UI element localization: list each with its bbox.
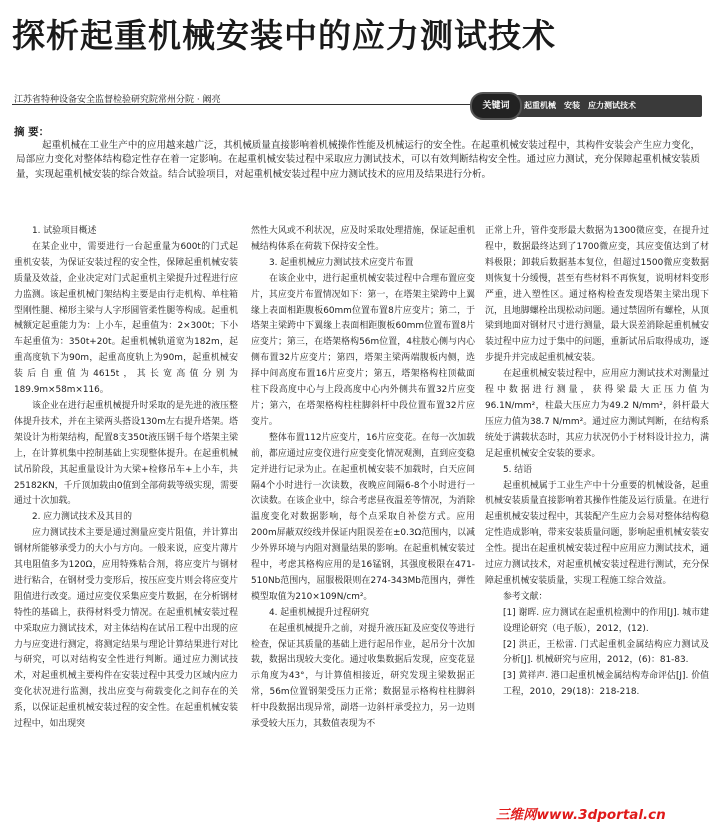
abstract-text: 起重机械在工业生产中的应用越来越广泛，其机械质量直接影响着机械操作性能及机械运行的安全性。在起重机械安装过程中，其构件安装会产生应力变化，局部应力变化对整体结构稳定性存在着一定影响。在起重机械安装过程中采取应力测试技术，可以有效判断结构安全性。通过应力测试，充分保障起重机械安装质量，实现起重机械安装的综合效益。结合试验项目，对起重机械安装过程中应力测试技术的应用及结果进行分析。 [16, 140, 700, 180]
keywords-text: 起重机械 安装 应力测试技术 [524, 101, 636, 110]
paragraph: 然性大风或不利状况，应及时采取处理措施，保证起重机械结构体系在荷载下保持安全性。 [251, 226, 475, 252]
section-heading-3: 3. 起重机械应力测试技术应变片布置 [269, 257, 414, 268]
body-column-3 [485, 224, 709, 820]
header-rule [12, 104, 475, 105]
article-title: 探析起重机械安装中的应力测试技术 [12, 16, 556, 55]
paragraph: 应力测试技术主要是通过测量应变片阻值，并计算出钢材所能够承受力的大小与方向。一般来说，应变片薄片其电阻值多为120Ω，应用特殊粘合剂，将应变片与钢材进行粘合，在钢材受力变形后，按压应变片则会将应变片阻值进行改变。通过应变仪采集应变片数据，在分析钢材特性的基础上，获得材料受力情况。在起重机械安装过程中采取应力测试技术，对主体结构在试吊工程中出现的应力与应变进行测定，将测定结果与理论计算结果进行对比与研究，可以对结构安全性进行判断。通过应力测试技术，对起重机械主要构件在安装过程中其受力区域内应力变化状况进行监测，找出应变与荷载变化之间存在的关系，以保证起重机械安装过程的安全性。在起重机械安装过程中，如出现突 [14, 528, 238, 730]
site-watermark: 三维网www.3dportal.cn [496, 807, 666, 823]
section-heading-2: 2. 应力测试技术及其目的 [32, 512, 133, 523]
abstract-label: 摘 要： [14, 126, 50, 138]
paragraph: 在该企业中，进行起重机械安装过程中合理布置应变片，其应变片布置情况如下：第一，在塔架主梁跨中上翼缘上表面相距腹板60mm位置布置8片应变片；第二，于塔架主梁跨中下翼缘上表面相距腹板60mm位置布置8片应变片；第三，在塔架格构56m位置，4柱肢心侧与内心侧布置32片应变片；第四，塔架主梁两端腹板内侧，选择中间高度布置16片应变片；第五，塔架格构柱顶截面柱下段高度中心与上段高度中心内外侧共布置32片应变片；第六，在塔架格构柱柱脚斜杆中段位置布置32片应变片。 [251, 273, 475, 427]
section-heading-1: 1. 试验项目概述 [32, 226, 97, 236]
reference-item: [3] 黄祥声. 港口起重机械金属结构寿命评估[J]. 价值工程，2010，29(18)：218-218. [503, 671, 709, 698]
keywords-badge: 关键词 [470, 92, 522, 120]
paragraph: 正常上升，管件变形最大数据为1300微应变，在提升过程中，数据最终达到了1700微应变，其应变值达到了材料极限；卸载后数据基本复位，但超过1500微应变数据则恢复十分缓慢，甚至有些材料不再恢复，说明材料变形严重，进入塑性区。通过格构检查发现塔架主梁出现下沉，且地脚螺栓出现松动问题。通过禁固所有螺栓，从顶梁到地面对钢材尺寸进行测量，最大误差消除起重机械安装过程中应力过于集中的问题，重新试吊后取得成功，逐步提升并完成起重机械安装。 [485, 226, 709, 364]
paragraph: 该企业在进行起重机械提升时采取的是先进的液压整体提升技术，并在主梁两头搭设130m左右提升塔架。塔架设计为桁架结构，配置8支350t液压钢千每个塔架主梁上，在计算机集中控制基础上实现整体提升。在起重机械试吊阶段，其起重量设计为大梁+检修吊车+上小车，共25182KN，千斤顶加载由0值到全部荷载等级实现，需要通过十次加载。 [14, 400, 238, 507]
section-heading-4: 4. 起重机械提升过程研究 [269, 607, 370, 618]
author-affiliation: 江苏省特种设备安全监督检验研究院常州分院 · 阚亮 [14, 95, 221, 105]
paragraph: 在起重机械安装过程中，应用应力测试技术对测量过程中数据进行测量，获得梁最大正压力值为96.1N/mm²，柱最大压应力为49.2 N/mm²，斜杆最大压应力值为38.7 N/mm²。通过应力测试判断，在结构系统处于满载状态时，其应力状况仍小于材料设计拉力，满足起重机械安全安装的要求。 [485, 369, 709, 459]
reference-item: [2] 洪正，王松雷. 门式起重机金属结构应力测试及分析[J]. 机械研究与应用，2012，(6)：81-83. [503, 639, 709, 666]
paragraph: 在起重机械提升之前，对提升液压缸及应变仪等进行检查，保证其质量的基础上进行起吊作业，起吊分十次加载，数据出现较大变化。通过收集数据后发现，应变花显示角度为43°，与计算值相接近，研究发现主梁数据正常，56m位置钢架受压力正常；数据显示格构柱柱脚斜杆中段数据出现异常，副塔一边斜杆承受拉力，另一边则承受较大压力，其数值表现为不 [251, 623, 475, 730]
body-column-1 [14, 224, 238, 820]
keywords-bar [476, 95, 702, 117]
paragraph: 在某企业中，需要进行一台起重量为600t的门式起重机安装，为保证安装过程的安全性，保障起重机械安装质量及效益，企业决定对门式起重机主梁提升过程进行应力监测。该起重机械门架结构主要是由行走机构、单柱箱型刚性腿、梯形主梁与人字形圆管柔性腿等构成。起重机械额定起重能力为：上小车，起重值为：2×300t；下小车起重值为：350t+20t。起重机械轨道宽为182m，起重高度轨下为90m，起重高度轨上为90m，起重机械安装后自重值为4615t，其长宽高值分别为189.9m×58m×116。 [14, 241, 238, 396]
reference-item: [1] 谢晖. 应力测试在起重机检测中的作用[J]. 城市建设理论研究（电子版），2012，(12). [503, 607, 709, 634]
section-heading-5: 5. 结语 [503, 464, 533, 475]
paragraph: 整体布置112片应变片，16片应变花。在每一次加载前，都应通过应变仪进行应变变化情况观测，直到应变稳定并进行记录为止。在起重机械安装不加载时，白天应间隔4个小时进行一次读数，夜晚应间隔6-8个小时进行一次读数。在该企业中，综合考虑昼夜温差等情况，为消除温度变化对数据影响，每个点采取自补偿方式。应用200m屏蔽双绞线并保证内阻误差在±0.3Ω范围内，以减少外界环境与内阻对测量结果的影响。在起重机械安装过程中，考虑其格构应用的是16锰钢，其强度极限在471-510Nb范围内，屈服极限则在274-343Mb范围内，弹性模型取值为210×109N/cm²。 [251, 432, 475, 602]
body-column-2 [251, 224, 475, 820]
references-label: 参考文献： [503, 591, 548, 602]
paragraph: 起重机械属于工业生产中十分重要的机械设备，起重机械安装质量直接影响着其操作性能及运行质量。在进行起重机械安装过程中，其装配产生应力会易对整体结构稳定性造成影响，带来安装质量问题，影响起重机械安装安全性。提出在起重机械安装过程中应用应力测试技术，通过应力测试技术，对起重机械安装过程进行测试，充分保障起重机械安装质量，实现工程施工综合效益。 [485, 480, 709, 586]
